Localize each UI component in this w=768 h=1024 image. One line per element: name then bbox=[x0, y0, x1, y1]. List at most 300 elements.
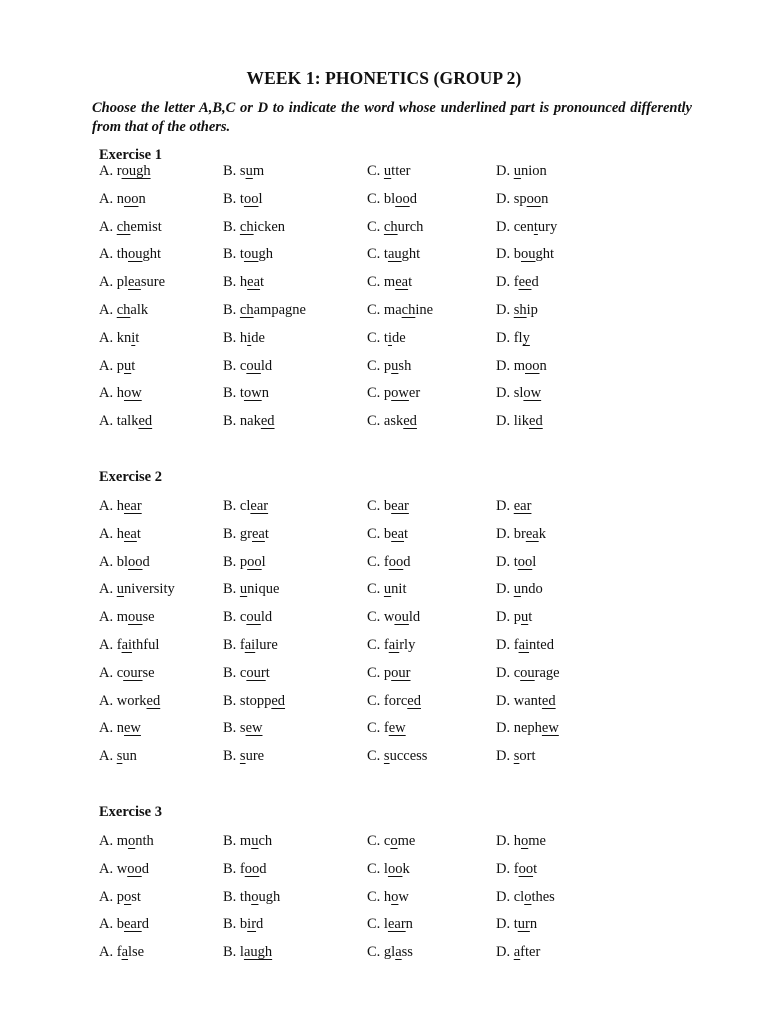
option-text: B. s bbox=[223, 163, 246, 179]
option-b bbox=[223, 385, 269, 401]
option-b bbox=[223, 693, 285, 709]
underlined-part: ur bbox=[517, 916, 530, 933]
underlined-part: ed bbox=[403, 413, 417, 430]
option-text: ine bbox=[415, 301, 434, 318]
option-text: A. bl bbox=[99, 553, 128, 570]
option-text: ure bbox=[245, 748, 265, 765]
option-text: D. p bbox=[496, 609, 521, 626]
option-text: B. t bbox=[223, 385, 244, 402]
underlined-part: u bbox=[383, 163, 392, 179]
underlined-part: ou bbox=[246, 357, 261, 374]
underlined-part: ch bbox=[239, 218, 254, 235]
option-d bbox=[496, 861, 537, 877]
question-row bbox=[99, 554, 719, 582]
option-a bbox=[99, 526, 141, 542]
option-text: t bbox=[264, 525, 269, 542]
underlined-part: oo bbox=[128, 553, 143, 570]
underlined-part: ed bbox=[146, 692, 161, 709]
option-d bbox=[496, 609, 532, 625]
option-text: C. t bbox=[367, 329, 388, 346]
option-a bbox=[99, 916, 149, 932]
option-b bbox=[223, 274, 264, 290]
option-b bbox=[223, 358, 272, 374]
question-row bbox=[99, 720, 719, 748]
option-c bbox=[367, 358, 411, 374]
underlined-part: ed bbox=[529, 413, 543, 430]
question-row bbox=[99, 385, 719, 413]
option-text: B. t bbox=[223, 190, 244, 207]
option-text: ort bbox=[519, 748, 536, 765]
option-text: A. n bbox=[99, 720, 124, 737]
option-text: ld bbox=[408, 609, 421, 626]
option-d bbox=[496, 330, 530, 346]
option-text: de bbox=[251, 329, 265, 346]
option-b bbox=[223, 554, 266, 570]
option-c bbox=[367, 609, 420, 625]
option-d bbox=[496, 302, 538, 318]
option-text: C. p bbox=[367, 385, 392, 402]
option-text: D. cen bbox=[496, 218, 534, 235]
underlined-part: ed bbox=[407, 692, 421, 709]
underlined-part: oo bbox=[525, 357, 540, 374]
underlined-part: oo bbox=[244, 860, 260, 877]
underlined-part: oo bbox=[526, 190, 542, 207]
option-d bbox=[496, 385, 541, 401]
option-d bbox=[496, 944, 540, 960]
underlined-part: ee bbox=[518, 274, 532, 291]
option-text: D. want bbox=[496, 692, 542, 709]
option-text: A. kn bbox=[99, 329, 132, 346]
option-b bbox=[223, 219, 285, 235]
underlined-part: u bbox=[391, 357, 399, 374]
underlined-part: ir bbox=[247, 916, 257, 933]
option-text: C. w bbox=[367, 609, 395, 626]
underlined-part: ai bbox=[388, 636, 400, 653]
option-text: B. nak bbox=[223, 413, 261, 430]
option-text: A. p bbox=[99, 357, 124, 374]
option-text: t bbox=[136, 525, 141, 542]
underlined-part: ear bbox=[391, 498, 409, 514]
option-text: B. th bbox=[223, 888, 252, 905]
underlined-part: u bbox=[383, 581, 392, 598]
option-a bbox=[99, 163, 151, 179]
underlined-part: s bbox=[513, 748, 520, 765]
underlined-part: u bbox=[123, 357, 132, 374]
underlined-part: y bbox=[522, 329, 530, 346]
option-text: C. bl bbox=[367, 190, 396, 207]
underlined-part: ou bbox=[246, 609, 261, 626]
option-text: A. p bbox=[99, 888, 124, 905]
option-text: B. s bbox=[223, 720, 246, 737]
exercise-rows bbox=[99, 833, 719, 972]
underlined-part: ow bbox=[243, 385, 262, 402]
option-text: B. c bbox=[223, 664, 247, 681]
underlined-part: s bbox=[383, 748, 390, 765]
option-text: B. f bbox=[223, 636, 245, 653]
underlined-part: o bbox=[390, 833, 398, 849]
option-text: C. bbox=[367, 218, 384, 235]
option-text: thful bbox=[132, 636, 160, 653]
option-d bbox=[496, 693, 556, 709]
option-text: icken bbox=[253, 218, 286, 235]
option-text: d bbox=[141, 860, 149, 877]
option-c bbox=[367, 330, 406, 346]
option-text: thes bbox=[531, 888, 555, 905]
option-text: D. b bbox=[496, 246, 521, 263]
option-text: B. bbox=[223, 581, 240, 598]
exercise-rows bbox=[99, 498, 719, 776]
option-text: D. bbox=[496, 163, 514, 179]
option-text: alk bbox=[130, 301, 149, 318]
option-text: lse bbox=[128, 944, 145, 961]
option-a bbox=[99, 554, 150, 570]
option-text: niversity bbox=[123, 581, 175, 598]
question-row bbox=[99, 861, 719, 889]
underlined-part: o bbox=[524, 888, 532, 905]
option-text: D. br bbox=[496, 525, 526, 542]
option-d bbox=[496, 581, 543, 597]
option-text: A. f bbox=[99, 944, 122, 961]
option-a bbox=[99, 944, 144, 960]
option-text: rage bbox=[534, 664, 560, 681]
underlined-part: ch bbox=[116, 301, 131, 318]
option-a bbox=[99, 581, 175, 597]
underlined-part: ch bbox=[383, 218, 398, 235]
underlined-part: ear bbox=[387, 916, 406, 933]
option-text: gh bbox=[258, 246, 273, 263]
option-text: sh bbox=[398, 357, 412, 374]
option-b bbox=[223, 720, 263, 736]
option-text: ndo bbox=[520, 581, 543, 598]
option-text: B. bbox=[223, 218, 240, 235]
underlined-part: ea bbox=[247, 274, 261, 291]
option-text: ld bbox=[260, 357, 273, 374]
option-text: d bbox=[403, 553, 411, 570]
underlined-part: a bbox=[121, 944, 128, 961]
option-c bbox=[367, 748, 427, 764]
option-text: B. bbox=[223, 748, 240, 765]
option-text: D. h bbox=[496, 833, 521, 849]
option-b bbox=[223, 330, 265, 346]
option-text: t bbox=[135, 329, 140, 346]
option-text: d bbox=[141, 916, 149, 933]
option-b bbox=[223, 413, 275, 429]
option-a bbox=[99, 413, 152, 429]
option-a bbox=[99, 219, 162, 235]
underlined-part: ch bbox=[116, 218, 131, 235]
underlined-part: u bbox=[251, 833, 259, 849]
option-a bbox=[99, 637, 159, 653]
underlined-part: ear bbox=[123, 916, 142, 933]
option-text: t bbox=[533, 860, 538, 877]
option-c bbox=[367, 861, 410, 877]
option-c bbox=[367, 413, 417, 429]
underlined-part: ea bbox=[525, 525, 539, 542]
option-text: B. m bbox=[223, 833, 252, 849]
option-c bbox=[367, 916, 413, 932]
option-c bbox=[367, 833, 415, 849]
option-text: ght bbox=[401, 246, 421, 263]
option-d bbox=[496, 219, 557, 235]
option-text: C. t bbox=[367, 246, 388, 263]
option-text: A. bbox=[99, 581, 117, 598]
option-text: un bbox=[122, 748, 137, 765]
option-text: B. h bbox=[223, 274, 248, 291]
option-text: D. bbox=[496, 748, 514, 765]
option-text: B. h bbox=[223, 329, 248, 346]
option-text: B. f bbox=[223, 860, 245, 877]
option-text: A. m bbox=[99, 609, 128, 626]
underlined-part: ew bbox=[541, 720, 559, 737]
option-text: B. cl bbox=[223, 498, 251, 514]
option-text: t bbox=[528, 609, 533, 626]
underlined-part: ed bbox=[541, 692, 556, 709]
option-text: ury bbox=[537, 218, 558, 235]
underlined-part: s bbox=[116, 748, 123, 765]
question-row bbox=[99, 916, 719, 944]
option-text: D. t bbox=[496, 916, 518, 933]
underlined-part: augh bbox=[243, 944, 273, 961]
option-text: fter bbox=[520, 944, 541, 961]
option-c bbox=[367, 720, 406, 736]
option-text: B. bbox=[223, 301, 240, 318]
option-d bbox=[496, 191, 548, 207]
question-row bbox=[99, 889, 719, 917]
option-d bbox=[496, 665, 560, 681]
option-text: A. f bbox=[99, 636, 122, 653]
underlined-part: ed bbox=[138, 413, 153, 430]
option-a bbox=[99, 665, 155, 681]
option-text: rly bbox=[399, 636, 416, 653]
underlined-part: ai bbox=[518, 636, 530, 653]
underlined-part: i bbox=[131, 329, 136, 346]
option-c bbox=[367, 526, 408, 542]
option-text: A. h bbox=[99, 525, 124, 542]
option-d bbox=[496, 637, 554, 653]
option-text: uccess bbox=[389, 748, 428, 765]
underlined-part: u bbox=[245, 163, 253, 179]
option-text: ss bbox=[401, 944, 413, 961]
option-text: D. sp bbox=[496, 190, 527, 207]
option-text: D. neph bbox=[496, 720, 542, 737]
question-row bbox=[99, 498, 719, 526]
underlined-part: oo bbox=[395, 190, 410, 207]
option-text: B. c bbox=[223, 357, 247, 374]
underlined-part: oo bbox=[123, 190, 139, 207]
option-text: n bbox=[405, 916, 413, 933]
question-row bbox=[99, 526, 719, 554]
exercise-heading: Exercise 2 bbox=[99, 469, 162, 485]
option-b bbox=[223, 581, 279, 597]
option-text: C. bbox=[367, 581, 384, 598]
option-text: d bbox=[256, 916, 264, 933]
underlined-part: ed bbox=[271, 692, 286, 709]
underlined-part: u bbox=[520, 609, 529, 626]
option-text: C. l bbox=[367, 916, 388, 933]
option-text: t bbox=[408, 274, 413, 291]
question-row bbox=[99, 665, 719, 693]
option-text: D. bbox=[496, 944, 514, 961]
option-text: urch bbox=[397, 218, 424, 235]
option-d bbox=[496, 413, 543, 429]
option-text: B. l bbox=[223, 944, 244, 961]
option-a bbox=[99, 609, 155, 625]
underlined-part: ai bbox=[121, 636, 133, 653]
option-text: C. p bbox=[367, 357, 392, 374]
underlined-part: u bbox=[513, 581, 521, 598]
question-row bbox=[99, 609, 719, 637]
option-text: A. n bbox=[99, 190, 124, 207]
option-text: A. work bbox=[99, 692, 147, 709]
option-d bbox=[496, 526, 546, 542]
option-d bbox=[496, 358, 547, 374]
question-row bbox=[99, 637, 719, 665]
option-c bbox=[367, 889, 409, 905]
option-text: A. h bbox=[99, 385, 124, 402]
option-b bbox=[223, 302, 306, 318]
option-text: D. sl bbox=[496, 385, 524, 402]
option-text: C. b bbox=[367, 525, 392, 542]
option-text: k bbox=[538, 525, 546, 542]
option-text: A. bbox=[99, 748, 117, 765]
option-text: C. gl bbox=[367, 944, 396, 961]
option-text: D. bbox=[496, 301, 514, 318]
option-b bbox=[223, 526, 269, 542]
option-d bbox=[496, 916, 537, 932]
underlined-part: ea bbox=[128, 274, 141, 291]
option-b bbox=[223, 833, 272, 849]
option-text: D. bbox=[496, 581, 514, 598]
option-text: t bbox=[265, 664, 270, 681]
option-text: A. talk bbox=[99, 413, 139, 430]
option-text: D. c bbox=[496, 664, 521, 681]
underlined-part: oo bbox=[247, 553, 262, 570]
underlined-part: ea bbox=[395, 274, 409, 291]
option-text: l bbox=[261, 553, 266, 570]
underlined-part: o bbox=[128, 833, 136, 849]
option-text: D. fl bbox=[496, 329, 523, 346]
option-c bbox=[367, 498, 409, 514]
option-b bbox=[223, 748, 264, 764]
option-text: C. b bbox=[367, 498, 392, 514]
option-c bbox=[367, 944, 413, 960]
option-a bbox=[99, 833, 154, 849]
option-b bbox=[223, 889, 280, 905]
underlined-part: oo bbox=[243, 190, 259, 207]
underlined-part: sh bbox=[513, 301, 527, 318]
option-text: D. t bbox=[496, 553, 518, 570]
underlined-part: ow bbox=[123, 385, 142, 402]
option-a bbox=[99, 861, 149, 877]
option-text: se bbox=[142, 609, 155, 626]
option-text: C. ask bbox=[367, 413, 404, 430]
option-text: d bbox=[531, 274, 539, 291]
underlined-part: ou bbox=[128, 609, 143, 626]
underlined-part: ew bbox=[388, 720, 406, 737]
exercise-1 bbox=[99, 147, 719, 441]
option-text: D. m bbox=[496, 357, 525, 374]
option-a bbox=[99, 246, 161, 262]
option-text: de bbox=[391, 329, 406, 346]
underlined-part: ai bbox=[244, 636, 256, 653]
option-text: C. f bbox=[367, 636, 389, 653]
option-b bbox=[223, 163, 264, 179]
option-c bbox=[367, 191, 417, 207]
option-text: k bbox=[402, 860, 410, 877]
option-text: C. p bbox=[367, 664, 392, 681]
option-a bbox=[99, 191, 146, 207]
option-text: ght bbox=[142, 246, 162, 263]
option-c bbox=[367, 554, 411, 570]
option-b bbox=[223, 916, 263, 932]
option-text: w bbox=[398, 888, 409, 905]
underlined-part: a bbox=[513, 944, 521, 961]
option-text: d bbox=[259, 860, 267, 877]
option-text: D. f bbox=[496, 274, 519, 291]
underlined-part: ch bbox=[239, 301, 254, 318]
option-b bbox=[223, 191, 262, 207]
underlined-part: ear bbox=[250, 498, 269, 514]
option-text: n bbox=[539, 357, 547, 374]
instructions: Choose the letter A,B,C or D to indicate the word whose underlined part is pronounced differently from that of the others. bbox=[92, 100, 692, 135]
option-d bbox=[496, 274, 539, 290]
question-row bbox=[99, 219, 719, 247]
option-d bbox=[496, 554, 536, 570]
underlined-part: oo bbox=[388, 553, 404, 570]
underlined-part: o bbox=[520, 833, 529, 849]
underlined-part: oo bbox=[387, 860, 403, 877]
option-text: B. t bbox=[223, 246, 244, 263]
option-text: er bbox=[408, 385, 421, 402]
option-text: D. f bbox=[496, 860, 519, 877]
question-row bbox=[99, 413, 719, 441]
underlined-part: ed bbox=[260, 413, 275, 430]
option-text: me bbox=[397, 833, 416, 849]
option-text: nique bbox=[247, 581, 280, 598]
option-d bbox=[496, 889, 555, 905]
option-text: ght bbox=[535, 246, 555, 263]
option-text: A. bbox=[99, 301, 117, 318]
option-text: A. h bbox=[99, 498, 124, 514]
question-row bbox=[99, 274, 719, 302]
option-text: D. cl bbox=[496, 888, 525, 905]
underlined-part: our bbox=[123, 664, 143, 681]
option-d bbox=[496, 720, 559, 736]
option-text: l bbox=[258, 190, 263, 207]
option-a bbox=[99, 889, 141, 905]
option-text: C. bbox=[367, 163, 384, 179]
underlined-part: i bbox=[247, 329, 252, 346]
exercise-2 bbox=[99, 469, 719, 776]
option-c bbox=[367, 219, 423, 235]
option-a bbox=[99, 274, 165, 290]
option-text: C. m bbox=[367, 274, 396, 291]
option-text: me bbox=[528, 833, 546, 849]
option-text: A. m bbox=[99, 833, 128, 849]
option-text: C. c bbox=[367, 833, 391, 849]
underlined-part: o bbox=[391, 888, 399, 905]
question-row bbox=[99, 163, 719, 191]
question-row bbox=[99, 693, 719, 721]
option-a bbox=[99, 748, 137, 764]
option-text: D. f bbox=[496, 636, 519, 653]
question-row bbox=[99, 358, 719, 386]
option-c bbox=[367, 665, 411, 681]
option-text: ugh bbox=[258, 888, 281, 905]
underlined-part: oo bbox=[127, 860, 142, 877]
underlined-part: ow bbox=[391, 385, 409, 402]
question-row bbox=[99, 246, 719, 274]
